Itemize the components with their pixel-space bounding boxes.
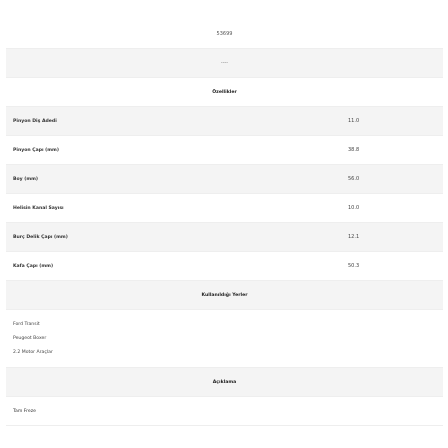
list-item: 2.2 Motor Araçlar — [13, 349, 53, 355]
spec-row — [6, 194, 443, 223]
usage-list-row — [6, 310, 443, 368]
spec-label: Kafa Çapı (mm) — [13, 263, 54, 269]
list-item: Peugeot Boxer — [13, 335, 47, 341]
list-item: Ford Transit — [13, 321, 40, 327]
spec-row — [6, 165, 443, 194]
spec-label: Boy (mm) — [13, 176, 39, 182]
spec-row — [6, 252, 443, 281]
spec-label: Pinyon Diş Adedi — [13, 118, 57, 124]
spec-value: 38.8 — [348, 147, 360, 153]
product-spec-table — [6, 20, 443, 426]
product-code-row — [6, 20, 443, 49]
spec-label: Helisin Kanal Sayısı — [13, 205, 64, 211]
dash-row — [6, 49, 443, 78]
spec-value: 56.0 — [348, 176, 360, 182]
usage-header-row — [6, 281, 443, 310]
dash-placeholder: ---- — [220, 60, 229, 66]
description-row — [6, 397, 443, 426]
specs-header-row — [6, 78, 443, 107]
spec-row — [6, 136, 443, 165]
product-code: 53699 — [216, 31, 233, 37]
spec-value: 50.3 — [348, 263, 360, 269]
specs-title: Özellikler — [212, 89, 237, 95]
spec-row — [6, 107, 443, 136]
description-text: Tam Freze — [13, 408, 36, 414]
spec-label: Burç Delik Çapı (mm) — [13, 234, 68, 240]
spec-value: 10.0 — [348, 205, 360, 211]
usage-list — [6, 318, 53, 360]
spec-label: Pinyon Çapı (mm) — [13, 147, 59, 153]
description-title: Açıklama — [212, 379, 237, 385]
spec-row — [6, 223, 443, 252]
description-header-row — [6, 368, 443, 397]
spec-value: 11.0 — [348, 118, 360, 124]
usage-title: Kullanıldığı Yerler — [201, 292, 248, 298]
spec-value: 12.1 — [348, 234, 360, 240]
